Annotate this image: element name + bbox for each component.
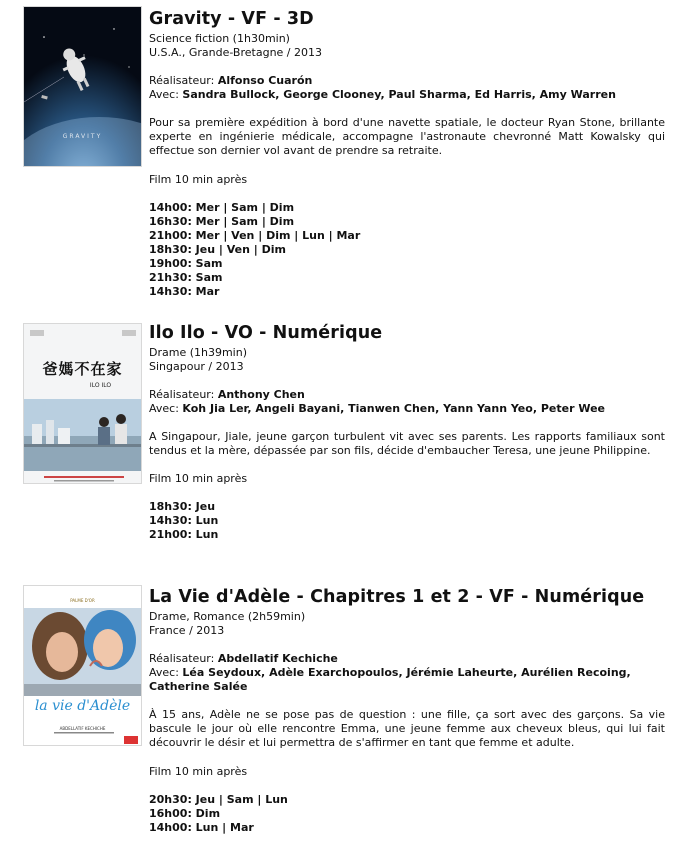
film-genre: Science fiction (1h30min): [149, 32, 290, 45]
showtime-row: 14h00: Mer | Sam | Dim: [149, 200, 295, 214]
film-cast: [149, 666, 665, 694]
gravity-poster-image: [24, 7, 142, 167]
film-info-ilo-ilo: [149, 322, 665, 542]
poster-gravity[interactable]: [23, 6, 142, 167]
film-title[interactable]: La Vie d'Adèle - Chapitres 1 et 2 - VF - Numérique: [149, 587, 645, 607]
film-synopsis: À 15 ans, Adèle ne se pose pas de question : une fille, ça sort avec des garçons. Sa vie bascule le jour où elle rencontre Emma, une jeune femme aux cheveux bleus, qui lui fait découvrir le désir et lui permettra de s'affirmer en tant que femme et adulte.: [149, 708, 665, 750]
cast-label: Avec:: [149, 666, 183, 679]
director-label: Réalisateur:: [149, 388, 218, 401]
poster-ilo-ilo[interactable]: [23, 323, 142, 484]
showtime-row: 16h00: Dim: [149, 806, 221, 820]
film-note: Film 10 min après: [149, 472, 248, 486]
cast-label: Avec:: [149, 402, 183, 415]
poster-chinese-title: 爸媽不在家: [42, 360, 123, 378]
poster-title-la-vie-d-adele: la vie d'Adèle: [34, 698, 131, 714]
cast-names: Léa Seydoux, Adèle Exarchopoulos, Jérémie Laheurte, Aurélien Recoing, Catherine Salée: [149, 666, 631, 693]
poster-title-gravity: GRAVITY: [62, 133, 103, 140]
showtime-row: 14h30: Mar: [149, 284, 220, 298]
film-director: [149, 652, 665, 666]
showtimes: [149, 793, 665, 835]
film-title[interactable]: Ilo Ilo - VO - Numérique: [149, 323, 383, 343]
showtime-row: 14h30: Lun: [149, 514, 219, 528]
la-vie-d-adele-poster-image: [24, 586, 142, 746]
film-note: Film 10 min après: [149, 764, 248, 778]
poster-award-label: PALME D'OR: [70, 598, 95, 603]
director-name: Anthony Chen: [217, 388, 305, 401]
showtime-row: 14h00: Lun | Mar: [149, 820, 254, 834]
ilo-ilo-poster-image: [24, 324, 142, 484]
film-note: Film 10 min après: [149, 172, 248, 186]
showtime-row: 21h00: Mer | Ven | Dim | Lun | Mar: [149, 228, 361, 242]
showtime-row: 21h30: Sam: [149, 270, 223, 284]
cast-names: Koh Jia Ler, Angeli Bayani, Tianwen Chen, Yann Yann Yeo, Peter Wee: [182, 402, 605, 415]
film-country-year: U.S.A., Grande-Bretagne / 2013: [149, 46, 322, 59]
director-label: Réalisateur:: [149, 74, 218, 87]
director-name: Alfonso Cuarón: [217, 74, 313, 87]
director-label: Réalisateur:: [149, 652, 218, 665]
film-info-la-vie-d-adele: [149, 586, 665, 835]
showtime-row: 18h30: Jeu: [149, 500, 216, 514]
film-info-gravity: [149, 8, 665, 299]
film-cast: [149, 402, 665, 416]
film-cast: [149, 88, 665, 102]
film-director: [149, 74, 665, 88]
film-country-year: France / 2013: [149, 624, 225, 637]
showtime-row: 21h00: Lun: [149, 528, 219, 542]
showtime-row: 20h30: Jeu | Sam | Lun: [149, 792, 288, 806]
cast-names: Sandra Bullock, George Clooney, Paul Sharma, Ed Harris, Amy Warren: [182, 88, 616, 101]
film-genre: Drame (1h39min): [149, 346, 248, 359]
showtimes: [149, 201, 665, 299]
film-country-year: Singapour / 2013: [149, 360, 244, 373]
director-name: Abdellatif Kechiche: [217, 652, 338, 665]
poster-director-credit: ABDELLATIF KECHICHE: [59, 726, 106, 731]
film-genre: Drame, Romance (2h59min): [149, 610, 306, 623]
poster-la-vie-d-adele[interactable]: [23, 585, 142, 746]
poster-title-ilo-ilo: ILO ILO: [89, 382, 112, 389]
showtime-row: 16h30: Mer | Sam | Dim: [149, 214, 295, 228]
film-synopsis: Pour sa première expédition à bord d'une navette spatiale, le docteur Ryan Stone, brillante experte en ingénierie médicale, accompagne l'astronaute chevronné Matt Kowalsky qui effectue son dernier vol avant de prendre sa retraite.: [149, 116, 665, 158]
film-synopsis: A Singapour, Jiale, jeune garçon turbulent vit avec ses parents. Les rapports familiaux sont tendus et la mère, dépassée par son fils, décide d'embaucher Teresa, une jeune Philippine.: [149, 430, 665, 458]
film-title[interactable]: Gravity - VF - 3D: [149, 9, 314, 29]
showtime-row: 18h30: Jeu | Ven | Dim: [149, 242, 286, 256]
showtimes: [149, 500, 665, 542]
showtime-row: 19h00: Sam: [149, 256, 223, 270]
film-director: [149, 388, 665, 402]
cast-label: Avec:: [149, 88, 183, 101]
